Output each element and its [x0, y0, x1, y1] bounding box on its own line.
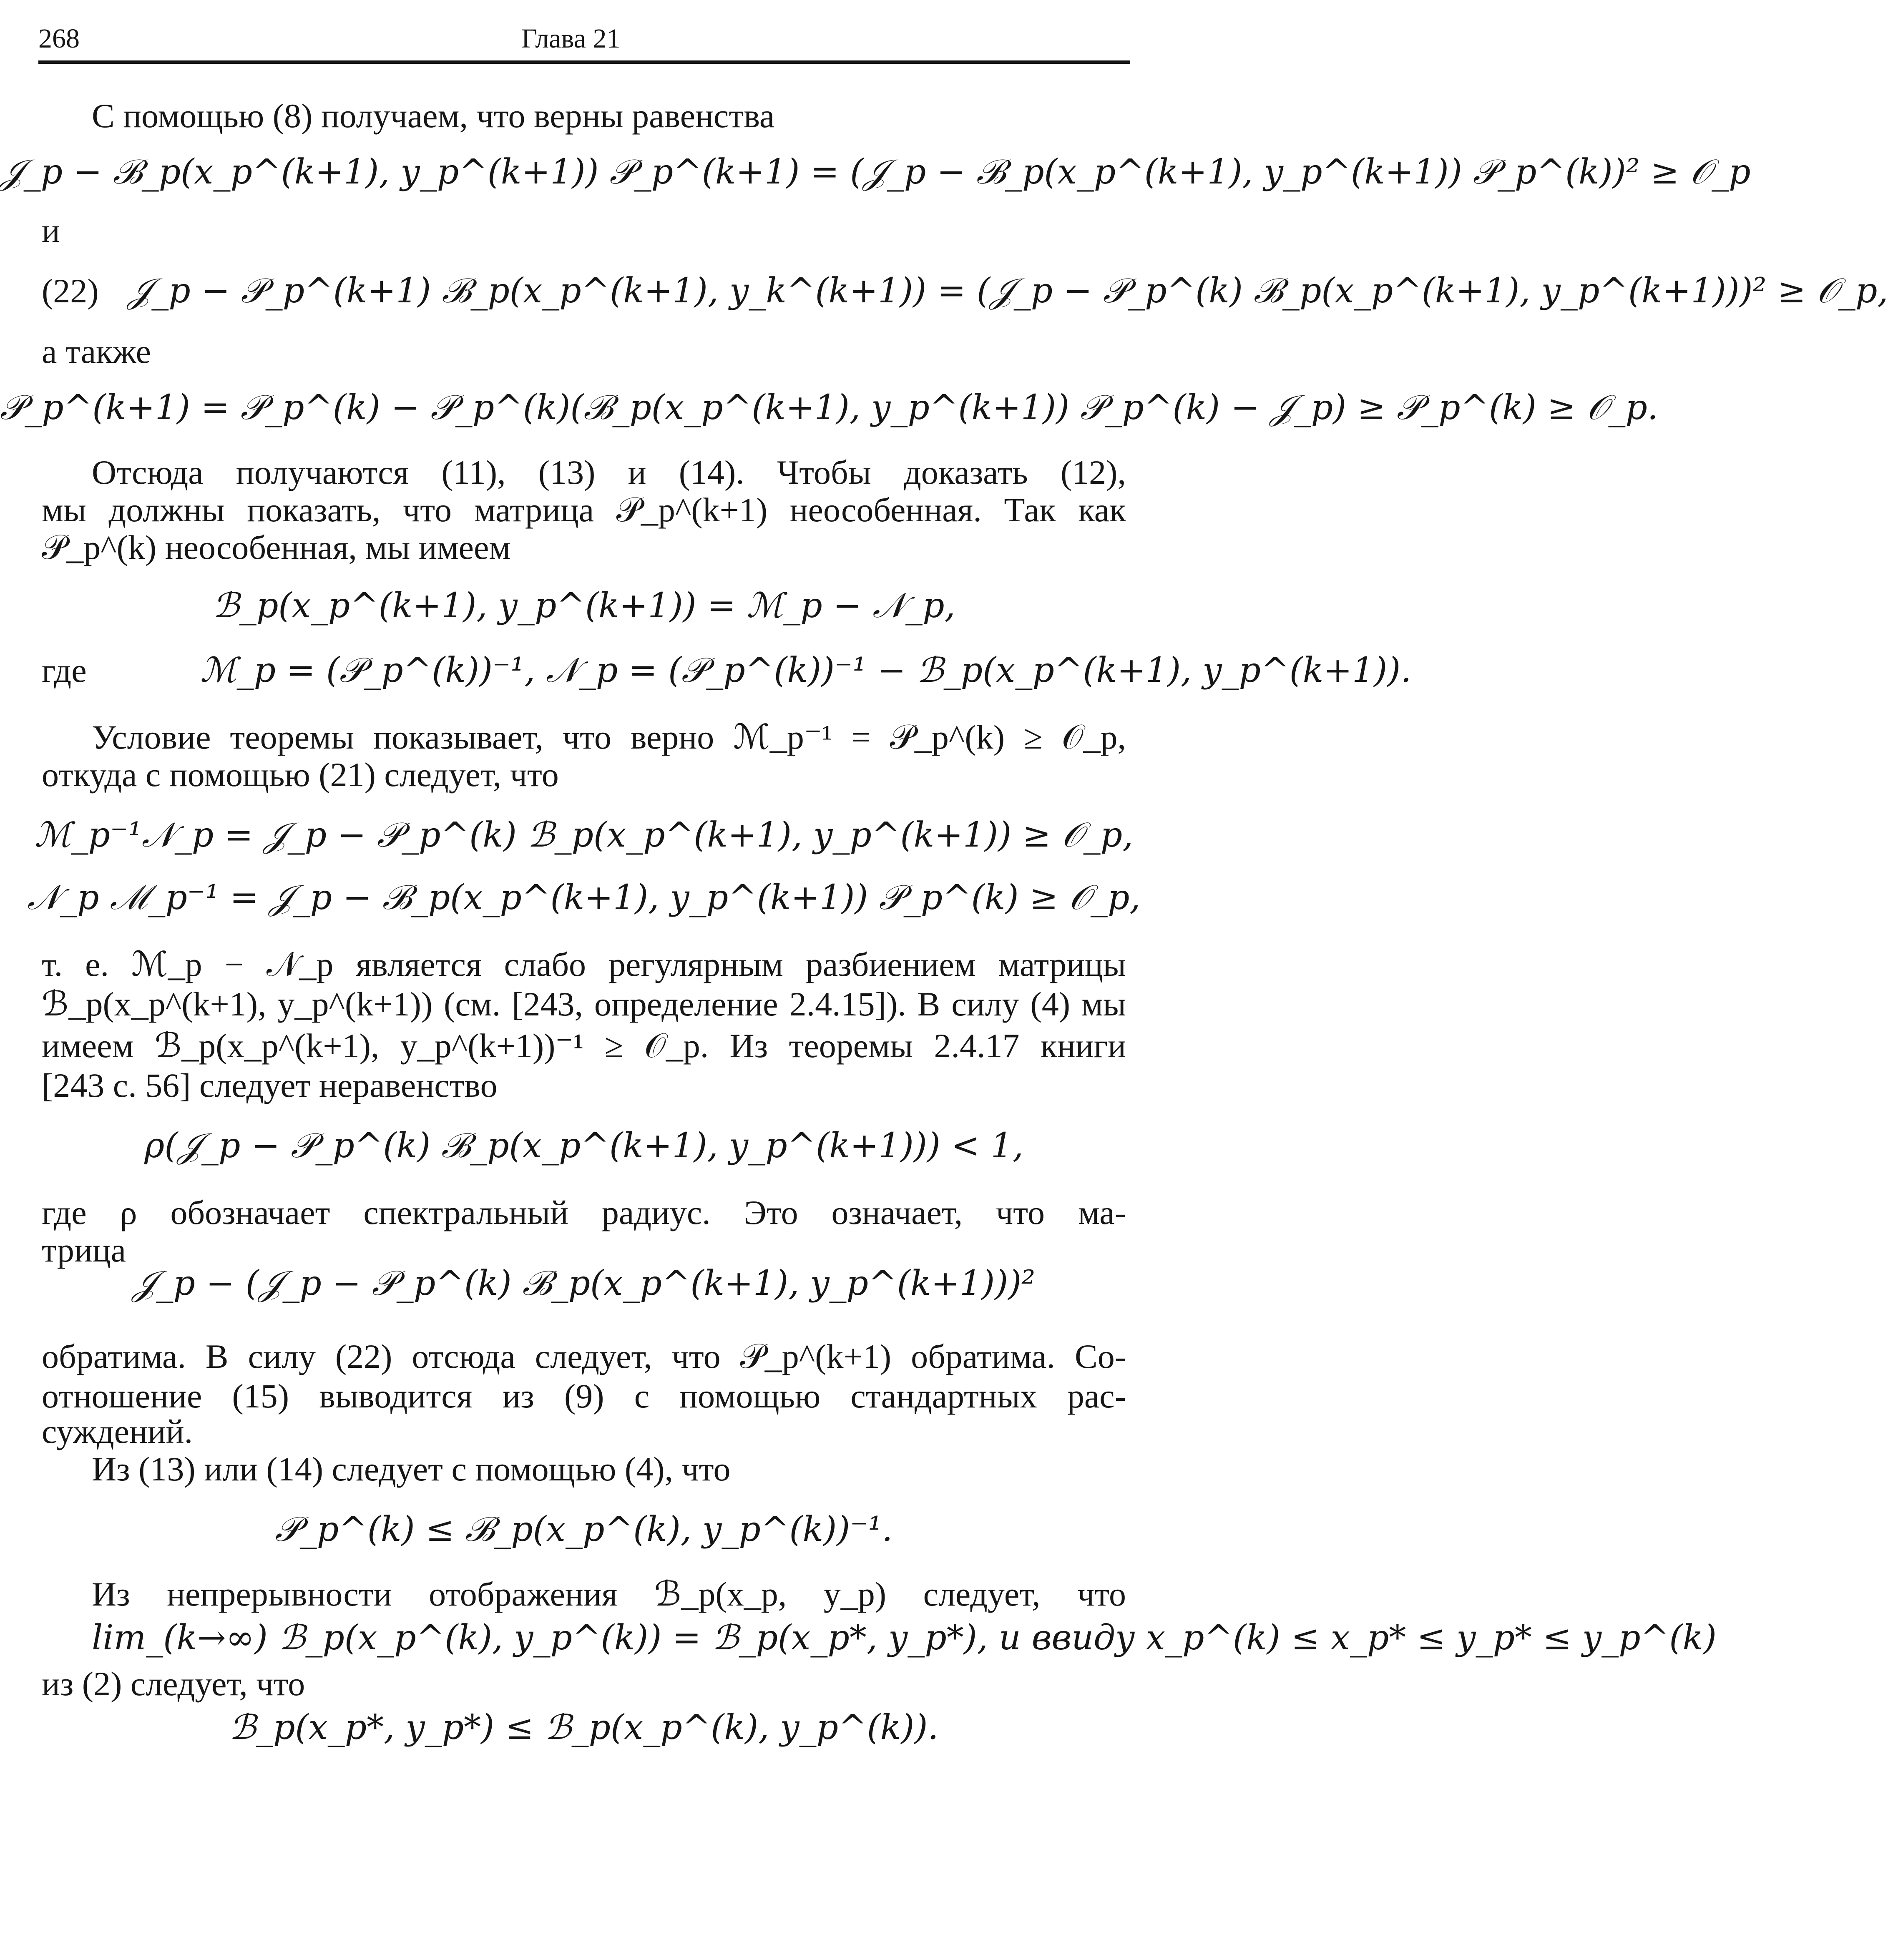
- equation-body: 𝒥_p − 𝒫_p^(k+1) ℬ_p(x_p^(k+1), y_k^(k+1)) = (𝒥_p − 𝒫_p^(k) ℬ_p(x_p^(k+1), y_p^(k+1)))² ≥ 𝒪_p,: [128, 271, 1888, 311]
- paragraph-line: 𝒫_p^(k) неособенная, мы имеем: [42, 528, 511, 566]
- paragraph-line: Из непрерывности отображения ℬ_p(x_p, y_p) следует, что: [92, 1575, 1126, 1613]
- equation: ℳ_p = (𝒫_p^(k))⁻¹, 𝒩_p = (𝒫_p^(k))⁻¹ − ℬ_p(x_p^(k+1), y_p^(k+1)).: [200, 651, 1412, 690]
- equation: ρ(𝒥_p − 𝒫_p^(k) ℬ_p(x_p^(k+1), y_p^(k+1))) < 1,: [144, 1126, 1023, 1166]
- paragraph-line: Условие теоремы показывает, что верно ℳ_p⁻¹ = 𝒫_p^(k) ≥ 𝒪_p,: [92, 718, 1126, 756]
- paragraph-line: и: [42, 211, 60, 249]
- equation: 𝒫_p^(k+1) = 𝒫_p^(k) − 𝒫_p^(k)(ℬ_p(x_p^(k+1), y_p^(k+1)) 𝒫_p^(k) − 𝒥_p) ≥ 𝒫_p^(k) ≥ 𝒪_p.: [0, 388, 1658, 427]
- equation: 𝒩_p ℳ_p⁻¹ = 𝒥_p − ℬ_p(x_p^(k+1), y_p^(k+1)) 𝒫_p^(k) ≥ 𝒪_p,: [27, 878, 1141, 917]
- paragraph-line: из (2) следует, что: [42, 1665, 305, 1703]
- equation: lim_(k→∞) ℬ_p(x_p^(k), y_p^(k)) = ℬ_p(x_p*, y_p*), и ввиду x_p^(k) ≤ x_p* ≤ y_p* ≤ y_p^(k): [92, 1618, 1717, 1658]
- paragraph-line: откуда с помощью (21) следует, что: [42, 756, 559, 794]
- paragraph-line: т. е. ℳ_p − 𝒩_p является слабо регулярным разбиением матрицы: [42, 945, 1126, 983]
- paragraph-line: отношение (15) выводится из (9) с помощью стандартных рас-: [42, 1377, 1126, 1415]
- equation: ℬ_p(x_p*, y_p*) ≤ ℬ_p(x_p^(k), y_p^(k)).: [229, 1708, 939, 1747]
- paragraph-line: а также: [42, 332, 151, 370]
- equation-number: (22): [42, 272, 99, 310]
- paragraph-line: имеем ℬ_p(x_p^(k+1), y_p^(k+1))⁻¹ ≥ 𝒪_p. Из теоремы 2.4.17 книги: [42, 1027, 1126, 1065]
- paragraph-line: Из (13) или (14) следует с помощью (4), что: [92, 1450, 731, 1488]
- equation: 𝒫_p^(k) ≤ ℬ_p(x_p^(k), y_p^(k))⁻¹.: [275, 1510, 893, 1549]
- paragraph-line: где: [42, 651, 87, 689]
- paragraph-line: мы должны показать, что матрица 𝒫_p^(k+1) неособенная. Так как: [42, 491, 1126, 529]
- equation: ℬ_p(x_p^(k+1), y_p^(k+1)) = ℳ_p − 𝒩_p,: [212, 586, 955, 626]
- chapter-title: Глава 21: [521, 23, 621, 54]
- equation: ℳ_p⁻¹𝒩_p = 𝒥_p − 𝒫_p^(k) ℬ_p(x_p^(k+1), y_p^(k+1)) ≥ 𝒪_p,: [34, 815, 1134, 855]
- paragraph-line: где ρ обозначает спектральный радиус. Это означает, что ма-: [42, 1194, 1126, 1231]
- paragraph-line: [243 с. 56] следует неравенство: [42, 1066, 498, 1104]
- paragraph-line: ℬ_p(x_p^(k+1), y_p^(k+1)) (см. [243, определение 2.4.15]). В силу (4) мы: [42, 985, 1126, 1023]
- paragraph-line: С помощью (8) получаем, что верны равенства: [92, 97, 775, 135]
- equation: 𝒥_p − ℬ_p(x_p^(k+1), y_p^(k+1)) 𝒫_p^(k+1) = (𝒥_p − ℬ_p(x_p^(k+1), y_p^(k+1)) 𝒫_p^(k))² ≥ 𝒪_p: [0, 152, 1751, 192]
- paragraph-line: Отсюда получаются (11), (13) и (14). Чтобы доказать (12),: [92, 453, 1126, 491]
- paragraph-line: обратима. В силу (22) отсюда следует, что 𝒫_p^(k+1) обратима. Со-: [42, 1337, 1126, 1375]
- page-number: 268: [38, 23, 80, 54]
- header-rule: [38, 60, 1130, 64]
- equation-22: [42, 271, 1888, 311]
- equation: 𝒥_p − (𝒥_p − 𝒫_p^(k) ℬ_p(x_p^(k+1), y_p^(k+1)))²: [132, 1264, 1036, 1303]
- paragraph-line: трица: [42, 1231, 126, 1269]
- paragraph-line: суждений.: [42, 1412, 193, 1450]
